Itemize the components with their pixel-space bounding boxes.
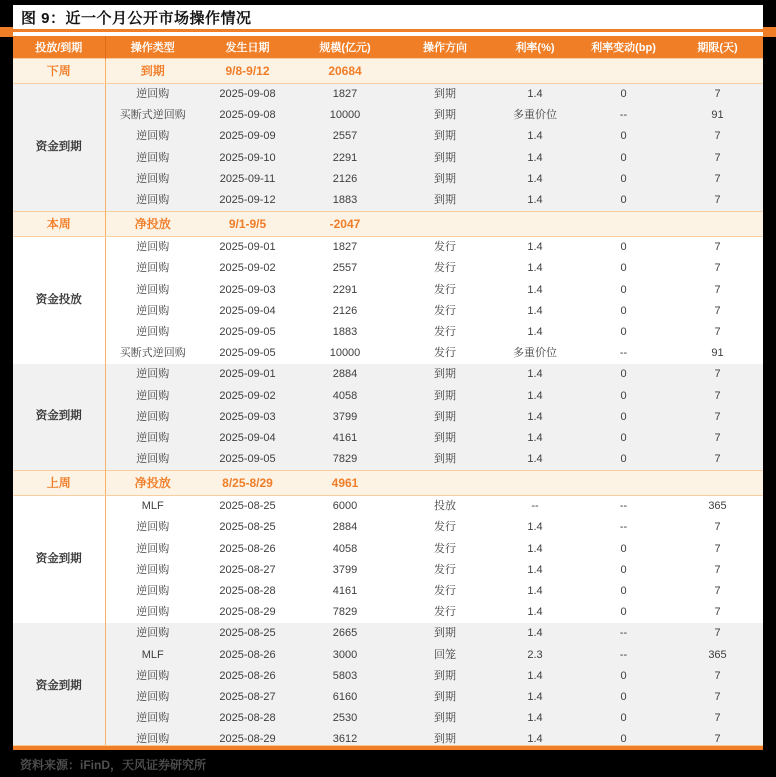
operation-type-cell: MLF <box>105 496 200 518</box>
table-header-row <box>13 36 763 59</box>
direction-cell: 发行 <box>395 301 495 322</box>
rate-cell: 1.4 <box>495 84 575 106</box>
rate-change-cell: 0 <box>575 148 672 169</box>
section-summary-row <box>13 471 763 496</box>
rate-cell: 1.4 <box>495 539 575 560</box>
term-cell: 7 <box>672 687 763 708</box>
table-row <box>13 301 763 322</box>
table-row <box>13 539 763 560</box>
rate-change-cell: 0 <box>575 385 672 406</box>
empty-cell <box>395 212 495 237</box>
group-label-cell: 资金到期 <box>13 623 105 750</box>
rate-cell: 1.4 <box>495 169 575 190</box>
direction-cell: 回笼 <box>395 645 495 666</box>
date-cell: 2025-09-02 <box>200 385 295 406</box>
direction-cell: 到期 <box>395 623 495 644</box>
term-cell: 7 <box>672 237 763 259</box>
summary-range-cell: 9/8-9/12 <box>200 59 295 84</box>
rate-change-cell: 0 <box>575 539 672 560</box>
scale-cell: 2557 <box>295 126 395 147</box>
section-summary-row <box>13 212 763 237</box>
date-cell: 2025-08-25 <box>200 623 295 644</box>
scale-cell: 2557 <box>295 258 395 279</box>
rate-change-cell: 0 <box>575 190 672 212</box>
term-cell: 7 <box>672 708 763 729</box>
rate-change-cell: -- <box>575 343 672 364</box>
term-cell: 7 <box>672 126 763 147</box>
rate-change-cell: -- <box>575 496 672 518</box>
scale-cell: 3000 <box>295 645 395 666</box>
rate-cell: 1.4 <box>495 126 575 147</box>
operations-table-wrap <box>13 36 763 750</box>
summary-type-cell: 到期 <box>105 59 200 84</box>
direction-cell: 到期 <box>395 169 495 190</box>
date-cell: 2025-09-03 <box>200 407 295 428</box>
rate-cell: 1.4 <box>495 623 575 644</box>
table-row <box>13 449 763 471</box>
scale-cell: 7829 <box>295 449 395 471</box>
scale-cell: 10000 <box>295 105 395 126</box>
table-row <box>13 126 763 147</box>
period-cell: 本周 <box>13 212 105 237</box>
empty-cell <box>575 471 672 496</box>
group-label-cell: 资金投放 <box>13 237 105 365</box>
period-cell: 下周 <box>13 59 105 84</box>
date-cell: 2025-08-26 <box>200 645 295 666</box>
direction-cell: 到期 <box>395 449 495 471</box>
group-label-cell: 资金到期 <box>13 364 105 470</box>
term-cell: 91 <box>672 105 763 126</box>
table-row <box>13 148 763 169</box>
column-header: 期限(天) <box>672 36 763 59</box>
operation-type-cell: 逆回购 <box>105 258 200 279</box>
rate-change-cell: 0 <box>575 322 672 343</box>
term-cell: 365 <box>672 496 763 518</box>
scale-cell: 4058 <box>295 385 395 406</box>
rate-cell: 1.4 <box>495 385 575 406</box>
date-cell: 2025-08-26 <box>200 539 295 560</box>
term-cell: 7 <box>672 84 763 106</box>
rate-cell: 1.4 <box>495 148 575 169</box>
operation-type-cell: 逆回购 <box>105 280 200 301</box>
direction-cell: 到期 <box>395 729 495 750</box>
scale-cell: 7829 <box>295 602 395 623</box>
date-cell: 2025-08-29 <box>200 602 295 623</box>
column-header: 规模(亿元) <box>295 36 395 59</box>
scale-cell: 1883 <box>295 322 395 343</box>
scale-cell: 1883 <box>295 190 395 212</box>
date-cell: 2025-09-05 <box>200 343 295 364</box>
group-label-cell: 资金到期 <box>13 496 105 624</box>
rate-cell: 多重价位 <box>495 343 575 364</box>
table-row <box>13 428 763 449</box>
date-cell: 2025-08-25 <box>200 517 295 538</box>
direction-cell: 到期 <box>395 126 495 147</box>
date-cell: 2025-09-08 <box>200 84 295 106</box>
summary-value-cell: -2047 <box>295 212 395 237</box>
scale-cell: 2884 <box>295 364 395 385</box>
term-cell: 7 <box>672 449 763 471</box>
table-row <box>13 343 763 364</box>
term-cell: 7 <box>672 560 763 581</box>
direction-cell: 发行 <box>395 581 495 602</box>
summary-value-cell: 4961 <box>295 471 395 496</box>
direction-cell: 到期 <box>395 407 495 428</box>
rate-change-cell: 0 <box>575 407 672 428</box>
table-row <box>13 517 763 538</box>
table-row <box>13 237 763 259</box>
rate-change-cell: 0 <box>575 708 672 729</box>
empty-cell <box>495 471 575 496</box>
title-underline-rule <box>0 29 776 32</box>
group-label-cell: 资金到期 <box>13 84 105 212</box>
direction-cell: 发行 <box>395 602 495 623</box>
table-row <box>13 258 763 279</box>
direction-cell: 到期 <box>395 190 495 212</box>
date-cell: 2025-08-28 <box>200 581 295 602</box>
empty-cell <box>575 59 672 84</box>
scale-cell: 4161 <box>295 428 395 449</box>
rate-change-cell: -- <box>575 623 672 644</box>
direction-cell: 发行 <box>395 539 495 560</box>
date-cell: 2025-08-27 <box>200 560 295 581</box>
empty-cell <box>672 212 763 237</box>
operation-type-cell: 逆回购 <box>105 687 200 708</box>
summary-range-cell: 8/25-8/29 <box>200 471 295 496</box>
direction-cell: 到期 <box>395 364 495 385</box>
term-cell: 7 <box>672 258 763 279</box>
direction-cell: 到期 <box>395 428 495 449</box>
table-row <box>13 560 763 581</box>
direction-cell: 发行 <box>395 322 495 343</box>
direction-cell: 发行 <box>395 237 495 259</box>
table-row <box>13 581 763 602</box>
operation-type-cell: 逆回购 <box>105 148 200 169</box>
rate-cell: 1.4 <box>495 687 575 708</box>
rate-cell: -- <box>495 496 575 518</box>
direction-cell: 发行 <box>395 258 495 279</box>
date-cell: 2025-09-08 <box>200 105 295 126</box>
empty-cell <box>495 59 575 84</box>
date-cell: 2025-09-09 <box>200 126 295 147</box>
direction-cell: 发行 <box>395 280 495 301</box>
scale-cell: 2884 <box>295 517 395 538</box>
term-cell: 91 <box>672 343 763 364</box>
table-row <box>13 687 763 708</box>
direction-cell: 投放 <box>395 496 495 518</box>
direction-cell: 到期 <box>395 666 495 687</box>
column-header: 发生日期 <box>200 36 295 59</box>
date-cell: 2025-09-12 <box>200 190 295 212</box>
scale-cell: 1827 <box>295 237 395 259</box>
operation-type-cell: 逆回购 <box>105 84 200 106</box>
term-cell: 7 <box>672 169 763 190</box>
column-header: 利率变动(bp) <box>575 36 672 59</box>
scale-cell: 6160 <box>295 687 395 708</box>
table-row <box>13 84 763 106</box>
rate-change-cell: 0 <box>575 687 672 708</box>
term-cell: 7 <box>672 517 763 538</box>
empty-cell <box>495 212 575 237</box>
rate-change-cell: 0 <box>575 169 672 190</box>
operation-type-cell: 逆回购 <box>105 449 200 471</box>
rate-cell: 1.4 <box>495 602 575 623</box>
direction-cell: 到期 <box>395 385 495 406</box>
table-row <box>13 645 763 666</box>
term-cell: 7 <box>672 364 763 385</box>
empty-cell <box>672 59 763 84</box>
operation-type-cell: 买断式逆回购 <box>105 105 200 126</box>
operation-type-cell: 逆回购 <box>105 666 200 687</box>
table-row <box>13 169 763 190</box>
date-cell: 2025-09-11 <box>200 169 295 190</box>
rate-cell: 1.4 <box>495 581 575 602</box>
table-row <box>13 623 763 644</box>
table-row <box>13 496 763 518</box>
date-cell: 2025-08-26 <box>200 666 295 687</box>
date-cell: 2025-09-02 <box>200 258 295 279</box>
term-cell: 7 <box>672 385 763 406</box>
table-row <box>13 602 763 623</box>
table-row <box>13 190 763 212</box>
summary-range-cell: 9/1-9/5 <box>200 212 295 237</box>
direction-cell: 发行 <box>395 560 495 581</box>
rate-cell: 1.4 <box>495 301 575 322</box>
term-cell: 7 <box>672 666 763 687</box>
operation-type-cell: 买断式逆回购 <box>105 343 200 364</box>
rate-cell: 1.4 <box>495 237 575 259</box>
rate-change-cell: 0 <box>575 280 672 301</box>
term-cell: 7 <box>672 729 763 750</box>
empty-cell <box>575 212 672 237</box>
operation-type-cell: 逆回购 <box>105 169 200 190</box>
operation-type-cell: 逆回购 <box>105 517 200 538</box>
rate-change-cell: 0 <box>575 258 672 279</box>
empty-cell <box>395 471 495 496</box>
table-row <box>13 407 763 428</box>
scale-cell: 3799 <box>295 560 395 581</box>
direction-cell: 到期 <box>395 708 495 729</box>
table-row <box>13 708 763 729</box>
table-row <box>13 322 763 343</box>
operation-type-cell: 逆回购 <box>105 560 200 581</box>
operation-type-cell: 逆回购 <box>105 602 200 623</box>
rate-change-cell: 0 <box>575 301 672 322</box>
rate-change-cell: 0 <box>575 666 672 687</box>
operation-type-cell: 逆回购 <box>105 322 200 343</box>
term-cell: 7 <box>672 280 763 301</box>
rate-change-cell: 0 <box>575 84 672 106</box>
table-row <box>13 666 763 687</box>
rate-change-cell: 0 <box>575 560 672 581</box>
rate-cell: 多重价位 <box>495 105 575 126</box>
date-cell: 2025-09-05 <box>200 322 295 343</box>
date-cell: 2025-08-27 <box>200 687 295 708</box>
rate-cell: 1.4 <box>495 407 575 428</box>
scale-cell: 2126 <box>295 301 395 322</box>
column-header: 投放/到期 <box>13 36 105 59</box>
empty-cell <box>672 471 763 496</box>
operation-type-cell: 逆回购 <box>105 301 200 322</box>
empty-cell <box>395 59 495 84</box>
rate-cell: 1.4 <box>495 190 575 212</box>
rate-change-cell: 0 <box>575 581 672 602</box>
rate-cell: 1.4 <box>495 517 575 538</box>
scale-cell: 4161 <box>295 581 395 602</box>
direction-cell: 到期 <box>395 105 495 126</box>
date-cell: 2025-09-05 <box>200 449 295 471</box>
rate-change-cell: -- <box>575 517 672 538</box>
operation-type-cell: 逆回购 <box>105 708 200 729</box>
date-cell: 2025-09-10 <box>200 148 295 169</box>
summary-type-cell: 净投放 <box>105 212 200 237</box>
section-summary-row <box>13 59 763 84</box>
operation-type-cell: MLF <box>105 645 200 666</box>
scale-cell: 4058 <box>295 539 395 560</box>
rate-change-cell: 0 <box>575 237 672 259</box>
term-cell: 7 <box>672 428 763 449</box>
rate-cell: 1.4 <box>495 322 575 343</box>
table-row <box>13 105 763 126</box>
scale-cell: 3612 <box>295 729 395 750</box>
scale-cell: 2126 <box>295 169 395 190</box>
rate-change-cell: -- <box>575 105 672 126</box>
table-body <box>13 59 763 751</box>
scale-cell: 2291 <box>295 280 395 301</box>
term-cell: 7 <box>672 301 763 322</box>
term-cell: 7 <box>672 407 763 428</box>
rate-cell: 1.4 <box>495 258 575 279</box>
summary-value-cell: 20684 <box>295 59 395 84</box>
operation-type-cell: 逆回购 <box>105 190 200 212</box>
rate-cell: 1.4 <box>495 560 575 581</box>
term-cell: 7 <box>672 322 763 343</box>
rate-change-cell: -- <box>575 645 672 666</box>
operation-type-cell: 逆回购 <box>105 428 200 449</box>
operation-type-cell: 逆回购 <box>105 407 200 428</box>
table-bottom-rule <box>13 745 763 750</box>
scale-cell: 6000 <box>295 496 395 518</box>
operation-type-cell: 逆回购 <box>105 623 200 644</box>
date-cell: 2025-09-04 <box>200 301 295 322</box>
operation-type-cell: 逆回购 <box>105 385 200 406</box>
term-cell: 7 <box>672 148 763 169</box>
term-cell: 7 <box>672 539 763 560</box>
date-cell: 2025-08-28 <box>200 708 295 729</box>
date-cell: 2025-09-03 <box>200 280 295 301</box>
date-cell: 2025-08-25 <box>200 496 295 518</box>
term-cell: 7 <box>672 581 763 602</box>
source-note: 资料来源：iFinD，天风证券研究所 <box>20 758 206 772</box>
table-row <box>13 385 763 406</box>
term-cell: 7 <box>672 190 763 212</box>
direction-cell: 到期 <box>395 84 495 106</box>
column-header: 操作类型 <box>105 36 200 59</box>
scale-cell: 2665 <box>295 623 395 644</box>
rate-change-cell: 0 <box>575 602 672 623</box>
date-cell: 2025-09-04 <box>200 428 295 449</box>
scale-cell: 2291 <box>295 148 395 169</box>
operation-type-cell: 逆回购 <box>105 581 200 602</box>
operation-type-cell: 逆回购 <box>105 237 200 259</box>
rate-cell: 2.3 <box>495 645 575 666</box>
rate-change-cell: 0 <box>575 364 672 385</box>
rate-change-cell: 0 <box>575 729 672 750</box>
rate-change-cell: 0 <box>575 428 672 449</box>
operation-type-cell: 逆回购 <box>105 126 200 147</box>
operation-type-cell: 逆回购 <box>105 729 200 750</box>
scale-cell: 3799 <box>295 407 395 428</box>
rate-cell: 1.4 <box>495 729 575 750</box>
scale-cell: 2530 <box>295 708 395 729</box>
scale-cell: 10000 <box>295 343 395 364</box>
rate-change-cell: 0 <box>575 449 672 471</box>
figure-title: 图 9：近一个月公开市场操作情况 <box>21 10 252 27</box>
direction-cell: 发行 <box>395 517 495 538</box>
direction-cell: 到期 <box>395 148 495 169</box>
term-cell: 365 <box>672 645 763 666</box>
scale-cell: 1827 <box>295 84 395 106</box>
rate-cell: 1.4 <box>495 666 575 687</box>
term-cell: 7 <box>672 623 763 644</box>
table-row <box>13 364 763 385</box>
table-row <box>13 280 763 301</box>
date-cell: 2025-09-01 <box>200 237 295 259</box>
rate-cell: 1.4 <box>495 280 575 301</box>
column-header: 操作方向 <box>395 36 495 59</box>
rate-cell: 1.4 <box>495 364 575 385</box>
date-cell: 2025-09-01 <box>200 364 295 385</box>
date-cell: 2025-08-29 <box>200 729 295 750</box>
operation-type-cell: 逆回购 <box>105 539 200 560</box>
summary-type-cell: 净投放 <box>105 471 200 496</box>
rate-change-cell: 0 <box>575 126 672 147</box>
term-cell: 7 <box>672 602 763 623</box>
operations-table <box>13 36 763 750</box>
operation-type-cell: 逆回购 <box>105 364 200 385</box>
column-header: 利率(%) <box>495 36 575 59</box>
rate-cell: 1.4 <box>495 428 575 449</box>
direction-cell: 发行 <box>395 343 495 364</box>
rate-cell: 1.4 <box>495 708 575 729</box>
rate-cell: 1.4 <box>495 449 575 471</box>
direction-cell: 到期 <box>395 687 495 708</box>
scale-cell: 5803 <box>295 666 395 687</box>
period-cell: 上周 <box>13 471 105 496</box>
